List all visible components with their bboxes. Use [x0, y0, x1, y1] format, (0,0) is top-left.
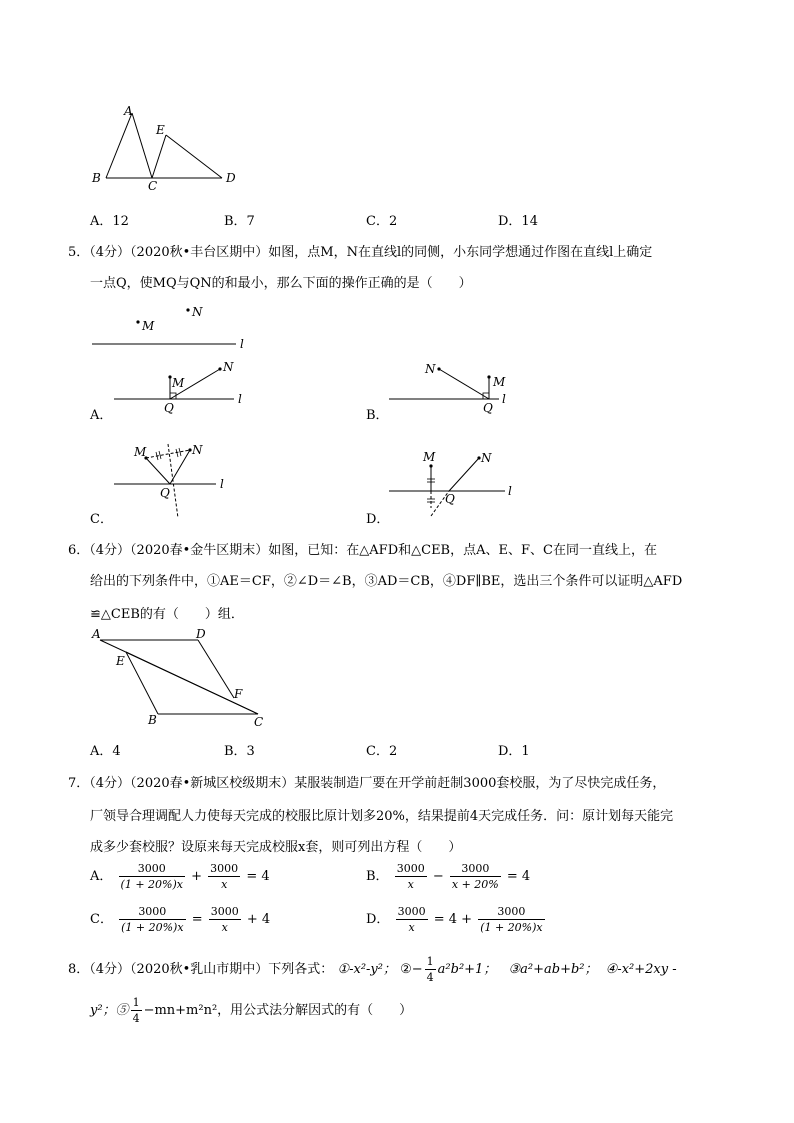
q6-label-d: D: [196, 627, 206, 641]
q5-stem-line1: 5．（4分）（2020秋•丰台区期中）如图，点M，N在直线l的同侧，小东同学想通过作图在直线l上确定: [68, 245, 653, 260]
q7-c-label: C．: [90, 912, 113, 927]
q5-d-l: l: [508, 484, 512, 498]
q7-d-frac1: [396, 905, 428, 934]
q7-d-f2-den: (1 + 20%)x: [480, 921, 543, 934]
q7-c-op: =: [191, 912, 203, 927]
q5-a-l: l: [238, 392, 242, 406]
q8-expr5-frac: [131, 996, 142, 1025]
q7-stem-line2: 厂领导合理调配人力使每天完成的校服比原计划多20%，结果提前4天完成任务．问：原计划每天能完: [90, 809, 674, 824]
q5-stem-line2: 一点Q，使MQ与QN的和最小，那么下面的操作正确的是（ ）: [90, 276, 472, 291]
q7-b-frac1: [395, 862, 427, 891]
q7-c-f1-den: (1 + 20%)x: [121, 921, 184, 934]
q7-d-f1-den: x: [408, 921, 415, 934]
q7-b-label: B．: [366, 869, 389, 884]
q8-e5-num: 1: [132, 996, 140, 1009]
q8-prefix: 8．（4分）（2020秋•乳山市期中）下列各式：: [68, 962, 334, 977]
q5-option-d-figure: [385, 446, 525, 522]
q7-option-c[interactable]: [90, 905, 270, 934]
q7-c-f2-num: 3000: [210, 905, 239, 918]
q8-e2-num: 1: [426, 955, 434, 968]
q4-option-c[interactable]: C．2: [366, 214, 398, 229]
q4-label-d: D: [226, 171, 236, 185]
q6-label-c: C: [254, 715, 264, 729]
q7-c-frac2: [209, 905, 241, 934]
q8-e2-den: 4: [426, 971, 434, 984]
q4-option-b[interactable]: B．7: [224, 214, 255, 229]
q7-d-frac2: [478, 905, 544, 934]
q4-option-d[interactable]: D．14: [498, 214, 538, 229]
q6-option-b[interactable]: B．3: [224, 744, 255, 759]
q7-a-f1-num: 3000: [119, 862, 185, 877]
q5-b-l: l: [502, 392, 506, 406]
q5-option-a-figure: [110, 355, 250, 415]
q7-d-f2-num: 3000: [478, 905, 544, 920]
q7-stem-line1: 7．（4分）（2020春•新城区校级期末）某服装制造厂要在开学前赶制3000套校服，为了尽快完成任务，: [68, 776, 666, 791]
q7-d-f1-num: 3000: [397, 905, 426, 918]
q5-option-a[interactable]: A．: [90, 408, 113, 423]
q6-label-e: E: [116, 654, 125, 668]
q8-stem-line2: [90, 996, 412, 1025]
q7-b-f1-den: x: [407, 878, 414, 891]
q6-label-f: F: [234, 687, 243, 701]
q7-c-rhs: + 4: [246, 912, 271, 927]
q5-c-q: Q: [160, 486, 170, 500]
q5-b-q: Q: [483, 401, 493, 415]
q5-c-m: M: [134, 445, 147, 459]
q6-label-b: B: [148, 713, 157, 727]
q8-expr2-frac: [425, 955, 436, 984]
q8-expr2-pre: ②−: [400, 962, 423, 977]
q5-fig-n: N: [192, 305, 203, 319]
q5-option-b[interactable]: B．: [366, 408, 389, 423]
q5-b-n: N: [425, 362, 436, 376]
q6-label-a: A: [92, 627, 101, 641]
q7-option-a[interactable]: [90, 862, 270, 891]
q7-option-b[interactable]: [366, 862, 530, 891]
q7-a-rhs: = 4: [246, 869, 270, 884]
q7-b-f1-num: 3000: [396, 862, 425, 875]
q5-c-n: N: [192, 443, 203, 457]
q5-option-c-figure: [110, 440, 250, 520]
q7-a-frac1: [119, 862, 185, 891]
q8-expr3: ③a²+ab+b²；: [508, 962, 598, 977]
q5-option-c[interactable]: C．: [90, 512, 113, 527]
q7-b-rhs: = 4: [506, 869, 531, 884]
q8-stem-line1: [68, 955, 677, 984]
q7-option-d[interactable]: [366, 905, 547, 934]
q4-label-c: C: [148, 179, 158, 190]
q8-expr4: ④-x²+2xy -: [605, 962, 677, 977]
q4-figure: [88, 100, 248, 190]
q7-stem-line3: 成多少套校服？设原来每天完成校服x套，则可列出方程（ ）: [90, 840, 462, 855]
q7-c-f1-num: 3000: [119, 905, 185, 920]
q6-figure: [88, 624, 278, 732]
q6-stem-line3: ≌△CEB的有（ ）组．: [90, 607, 244, 622]
q7-b-f2-num: 3000: [450, 862, 501, 877]
q7-b-op: −: [432, 869, 444, 884]
q5-a-n: N: [223, 360, 234, 374]
q8-expr2-post: a²b²+1；: [437, 962, 497, 977]
q5-fig-l: l: [240, 337, 244, 351]
q7-d-op: = 4 +: [433, 912, 473, 927]
q6-option-d[interactable]: D．1: [498, 744, 530, 759]
q7-c-frac1: [119, 905, 185, 934]
q5-d-n: N: [481, 451, 492, 465]
q7-a-label: A．: [90, 869, 113, 884]
q5-option-b-figure: [385, 355, 525, 415]
q5-b-m: M: [493, 375, 506, 389]
q8-line2-pre: y²；⑤: [90, 1003, 129, 1018]
q7-d-label: D．: [366, 912, 390, 927]
q7-b-f2-den: x + 20%: [451, 878, 499, 891]
q4-label-e: E: [156, 123, 165, 137]
q6-option-a[interactable]: A．4: [90, 744, 121, 759]
q7-a-frac2: [208, 862, 240, 891]
q4-label-b: B: [92, 171, 101, 185]
q5-a-q: Q: [164, 401, 174, 415]
q6-stem-line2: 给出的下列条件中，①AE＝CF，②∠D＝∠B，③AD＝CB，④DF∥BE，选出三个条件可以证明△AFD: [90, 574, 683, 589]
q7-a-f2-num: 3000: [210, 862, 239, 875]
q5-option-d[interactable]: D．: [366, 512, 390, 527]
q7-a-f2-den: x: [221, 878, 228, 891]
q7-c-f2-den: x: [221, 921, 228, 934]
q5-main-figure: [88, 300, 258, 352]
q7-b-frac2: [450, 862, 501, 891]
q6-option-c[interactable]: C．2: [366, 744, 398, 759]
q5-a-m: M: [172, 376, 185, 390]
q8-e5-den: 4: [132, 1012, 140, 1025]
q8-line2-post: −mn+m²n²，用公式法分解因式的有（ ）: [143, 1003, 413, 1018]
q4-option-a[interactable]: A．12: [90, 214, 129, 229]
q5-d-q: Q: [445, 492, 455, 506]
q6-stem-line1: 6．（4分）（2020春•金牛区期末）如图，已知：在△AFD和△CEB，点A、E、F、C在同一直线上，在: [68, 543, 657, 558]
q5-fig-m: M: [142, 319, 155, 333]
q8-expr1: ①-x²-y²；: [337, 962, 396, 977]
q7-a-op: +: [191, 869, 203, 884]
q5-d-m: M: [423, 450, 436, 464]
q7-a-f1-den: (1 + 20%)x: [120, 878, 183, 891]
q5-c-l: l: [220, 477, 224, 491]
q4-label-a: A: [124, 104, 133, 118]
